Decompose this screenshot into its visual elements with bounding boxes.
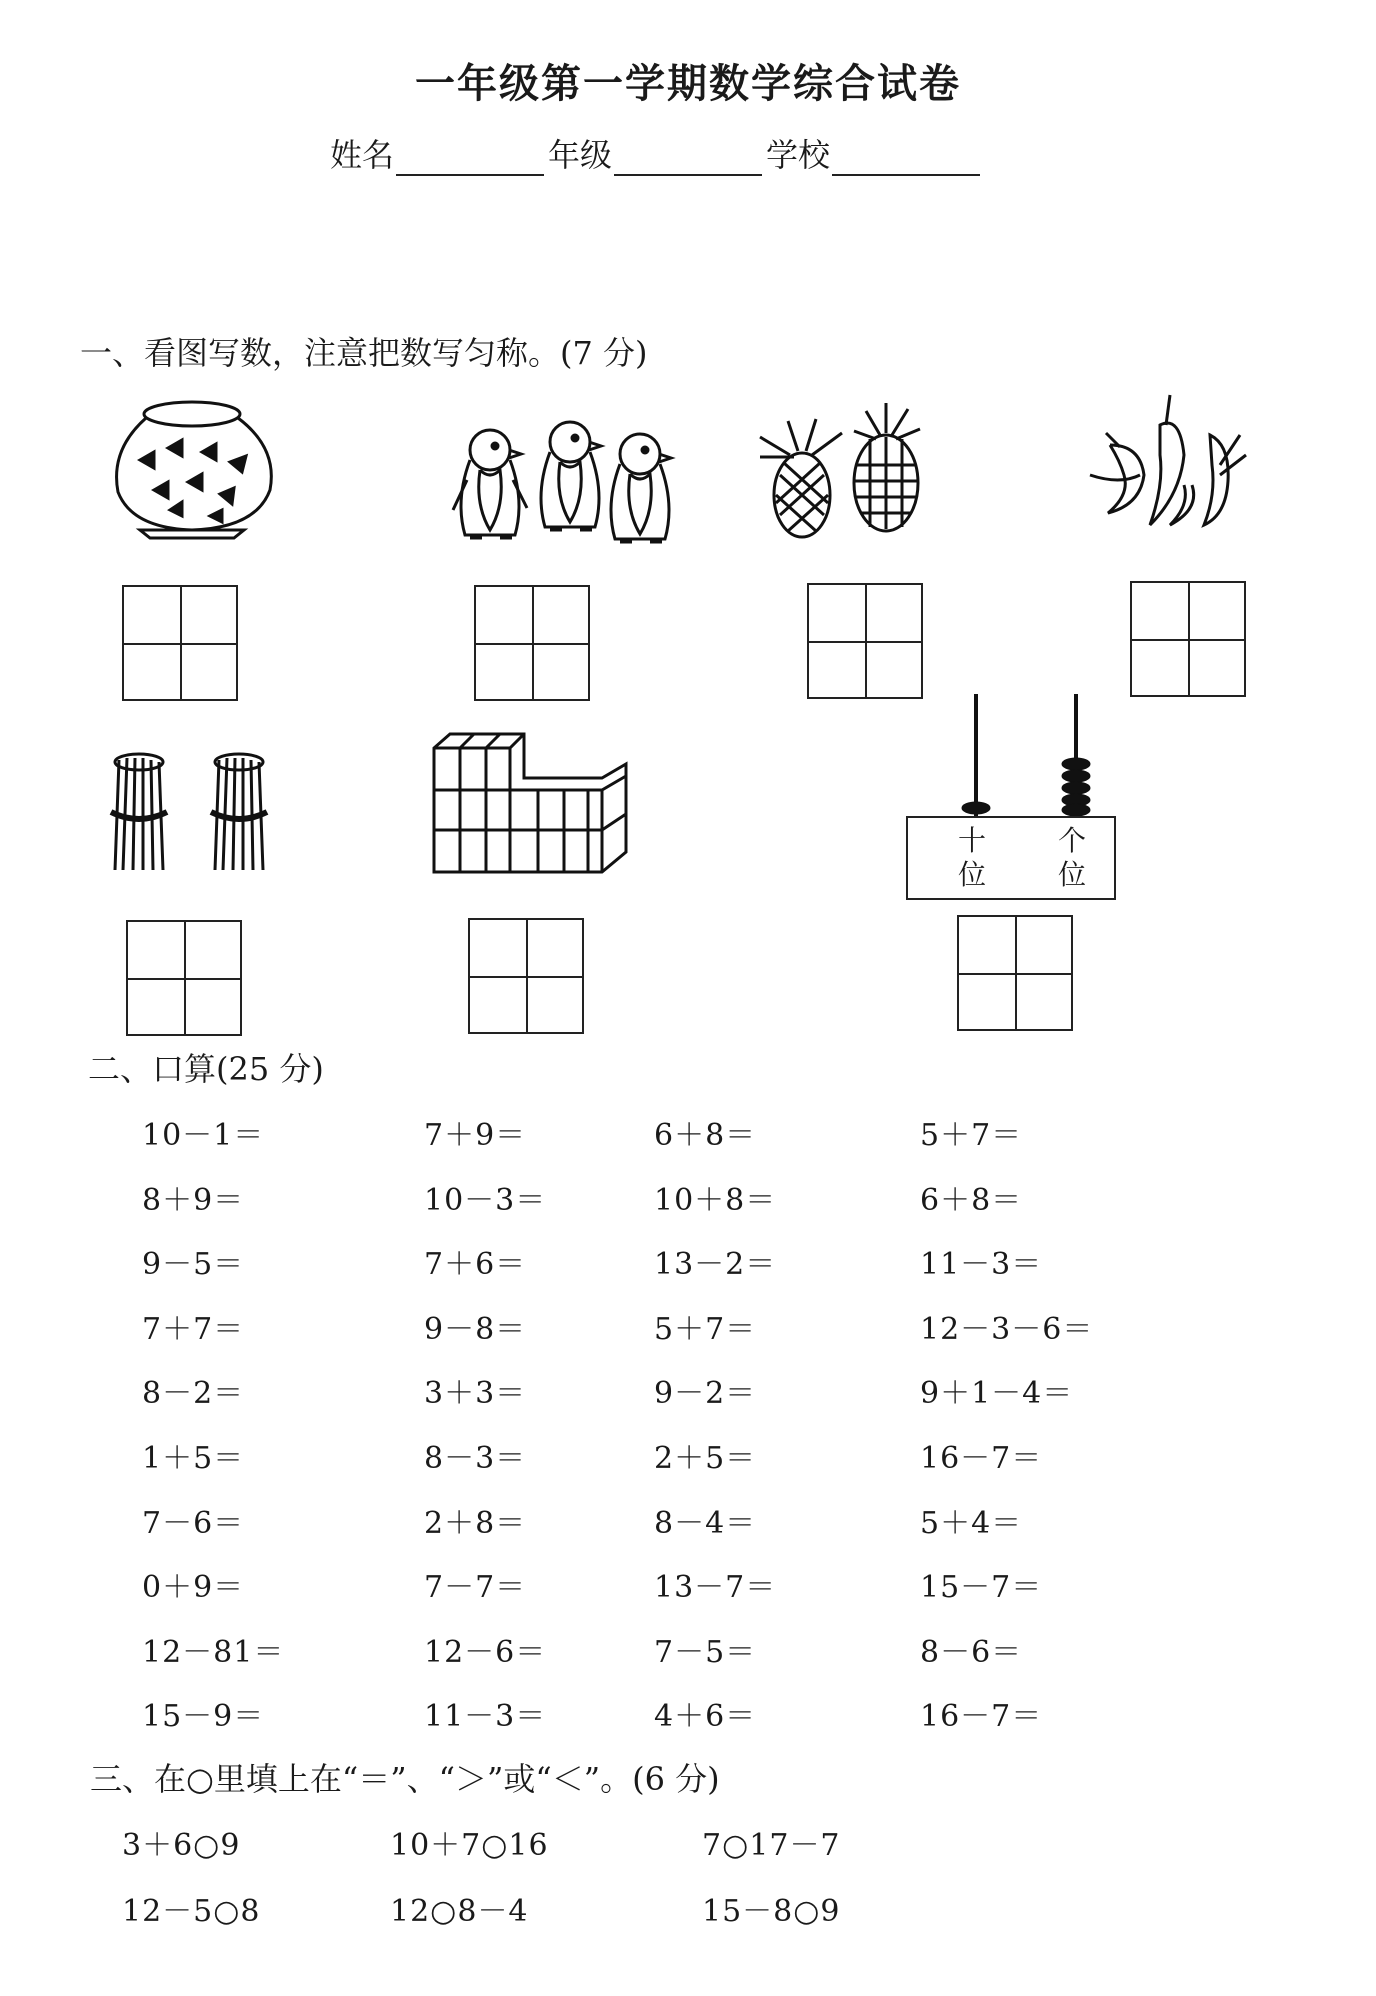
calc-problem: 7＋9＝	[424, 1118, 527, 1153]
calc-problem: 15－9＝	[142, 1699, 265, 1734]
calc-problem: 7－6＝	[142, 1506, 245, 1541]
answer-box-abacus[interactable]	[957, 915, 1073, 1031]
calc-problem: 12－3－6＝	[920, 1312, 1094, 1347]
calc-problem: 8－3＝	[424, 1441, 527, 1476]
calc-problem: 11－3＝	[920, 1247, 1043, 1282]
calc-problem: 16－7＝	[920, 1699, 1043, 1734]
calc-problem: 5＋4＝	[920, 1506, 1023, 1541]
calc-problem: 15－7＝	[920, 1570, 1043, 1605]
calc-problem: 7＋6＝	[424, 1247, 527, 1282]
comparison-problem[interactable]: 3＋6○9	[122, 1828, 241, 1863]
cubes-picture	[430, 728, 630, 878]
calc-problem: 6＋8＝	[654, 1118, 757, 1153]
stick-bundles-picture	[105, 750, 305, 880]
calc-problem: 7－7＝	[424, 1570, 527, 1605]
comparison-problem[interactable]: 15－8○9	[702, 1894, 841, 1929]
section-3-heading: 三、在○里填上在“＝”、“＞”或“＜”。(6 分)	[90, 1760, 720, 1798]
calc-problem: 0＋9＝	[142, 1570, 245, 1605]
answer-box-sticks[interactable]	[126, 920, 242, 1036]
answer-box-penguins[interactable]	[474, 585, 590, 701]
calc-problem: 8－6＝	[920, 1635, 1023, 1670]
peppers-picture	[1080, 385, 1260, 535]
comparison-problem[interactable]: 10＋7○16	[390, 1828, 549, 1863]
grade-label: 年级	[548, 136, 613, 174]
calc-problem: 5＋7＝	[654, 1312, 757, 1347]
calc-problem: 8＋9＝	[142, 1183, 245, 1218]
calc-problem: 7＋7＝	[142, 1312, 245, 1347]
answer-box-pineapples[interactable]	[807, 583, 923, 699]
calc-problem: 2＋5＝	[654, 1441, 757, 1476]
calc-problem: 4＋6＝	[654, 1699, 757, 1734]
calc-problem: 13－2＝	[654, 1247, 777, 1282]
pineapples-picture	[750, 395, 940, 545]
grade-blank[interactable]	[614, 140, 762, 176]
calc-problem: 10＋8＝	[654, 1183, 777, 1218]
calc-problem: 11－3＝	[424, 1699, 547, 1734]
vase-picture	[110, 400, 280, 545]
section-1-heading: 一、看图写数，注意把数写匀称。(7 分)	[80, 334, 648, 372]
school-blank[interactable]	[832, 140, 980, 176]
answer-box-cubes[interactable]	[468, 918, 584, 1034]
calc-problem: 10－1＝	[142, 1118, 265, 1153]
answer-box-vase[interactable]	[122, 585, 238, 701]
abacus-rods-picture	[940, 690, 1100, 820]
school-label: 学校	[766, 136, 831, 174]
ones-place-label: 个 位	[1057, 824, 1086, 891]
calc-problem: 5＋7＝	[920, 1118, 1023, 1153]
comparison-problem[interactable]: 7○17－7	[702, 1828, 841, 1863]
calc-problem: 13－7＝	[654, 1570, 777, 1605]
section-2-heading: 二、口算(25 分)	[88, 1050, 324, 1088]
tens-place-label: 十 位	[957, 824, 986, 891]
calc-problem: 7－5＝	[654, 1635, 757, 1670]
comparison-problem[interactable]: 12－5○8	[122, 1894, 261, 1929]
calc-problem: 2＋8＝	[424, 1506, 527, 1541]
calc-problem: 9＋1－4＝	[920, 1376, 1074, 1411]
calc-problem: 1＋5＝	[142, 1441, 245, 1476]
calc-problem: 12－6＝	[424, 1635, 547, 1670]
answer-box-peppers[interactable]	[1130, 581, 1246, 697]
page-title: 一年级第一学期数学综合试卷	[415, 60, 961, 107]
name-blank[interactable]	[396, 140, 544, 176]
calc-problem: 10－3＝	[424, 1183, 547, 1218]
calc-problem: 6＋8＝	[920, 1183, 1023, 1218]
calc-problem: 9－8＝	[424, 1312, 527, 1347]
calc-problem: 16－7＝	[920, 1441, 1043, 1476]
calc-problem: 9－2＝	[654, 1376, 757, 1411]
calc-problem: 3＋3＝	[424, 1376, 527, 1411]
calc-problem: 8－4＝	[654, 1506, 757, 1541]
name-label: 姓名	[330, 136, 395, 174]
abacus-place-value-box	[906, 816, 1116, 900]
comparison-problem[interactable]: 12○8－4	[390, 1894, 529, 1929]
calc-problem: 8－2＝	[142, 1376, 245, 1411]
student-info-line	[330, 130, 984, 176]
penguins-picture	[445, 420, 685, 560]
calc-problem: 9－5＝	[142, 1247, 245, 1282]
calc-problem: 12－81＝	[142, 1635, 285, 1670]
